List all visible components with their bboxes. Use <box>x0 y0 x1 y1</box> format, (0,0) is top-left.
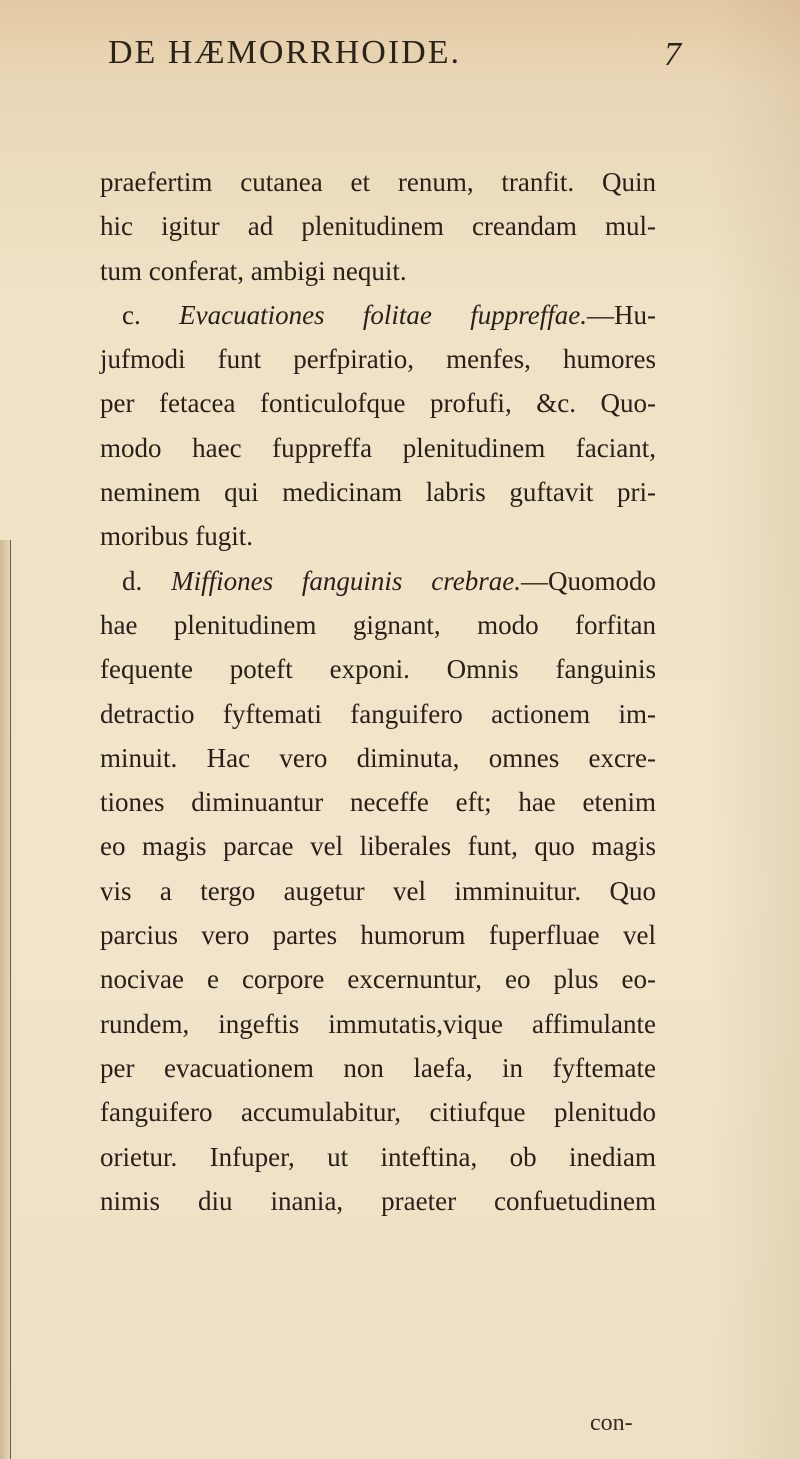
text-line: hic igitur ad plenitudinem creandam mul- <box>100 211 656 242</box>
text-line: nimis diu inania, praeter confuetudinem <box>100 1185 656 1216</box>
text-line: jufmodi funt perfpiratio, menfes, humores <box>100 344 656 375</box>
text-line: eo magis parcae vel liberales funt, quo magis <box>100 831 656 862</box>
running-header <box>108 22 683 82</box>
text-line: fequente poteft exponi. Omnis fanguinis <box>100 654 656 685</box>
text-line: rundem, ingeftis immutatis,vique affimulante <box>100 1008 656 1039</box>
section-d-heading <box>100 559 656 603</box>
text-line: moribus fugit. <box>100 521 253 552</box>
text-line: parcius vero partes humorum fuperfluae vel <box>100 920 656 951</box>
text-line: per fetacea fonticulofque profufi, &c. Quo- <box>100 388 656 419</box>
text-line: hae plenitudinem gignant, modo forfitan <box>100 609 656 640</box>
text-line: praefertim cutanea et renum, tranfit. Quin <box>100 167 656 197</box>
page-shading <box>710 0 800 1459</box>
section-title: Miffiones fanguinis crebrae. <box>171 565 521 596</box>
body-text <box>100 160 656 1223</box>
text-line: neminem qui medicinam labris guftavit pri- <box>100 477 656 508</box>
text-fragment: —Hu- <box>587 299 657 330</box>
section-label: d. <box>122 565 143 596</box>
text-line: fanguifero accumulabitur, citiufque plenitudo <box>100 1097 656 1128</box>
section-title: Evacuationes folitae fuppreffae. <box>179 299 588 330</box>
text-line: vis a tergo augetur vel imminuitur. Quo <box>100 875 656 906</box>
text-line: nocivae e corpore excernuntur, eo plus eo- <box>100 964 656 995</box>
page-number: 7 <box>664 36 683 73</box>
running-title: DE HÆMORRHOIDE. <box>108 34 461 71</box>
section-label: c. <box>122 299 141 330</box>
text-line: modo haec fuppreffa plenitudinem faciant, <box>100 432 656 463</box>
text-line: tiones diminuantur neceffe eft; hae etenim <box>100 787 656 818</box>
text-line: orietur. Infuper, ut inteftina, ob inediam <box>100 1141 656 1172</box>
text-line: tum conferat, ambigi nequit. <box>100 255 407 286</box>
section-c-heading <box>100 293 656 337</box>
text-line: per evacuationem non laefa, in fyftemate <box>100 1052 656 1083</box>
text-line: detractio fyftemati fanguifero actionem im- <box>100 698 656 729</box>
catchword: con- <box>590 1410 633 1436</box>
page-gutter-edge <box>0 540 11 1459</box>
text-fragment: —Quomodo <box>521 565 656 596</box>
text-line: minuit. Hac vero diminuta, omnes excre- <box>100 742 656 773</box>
